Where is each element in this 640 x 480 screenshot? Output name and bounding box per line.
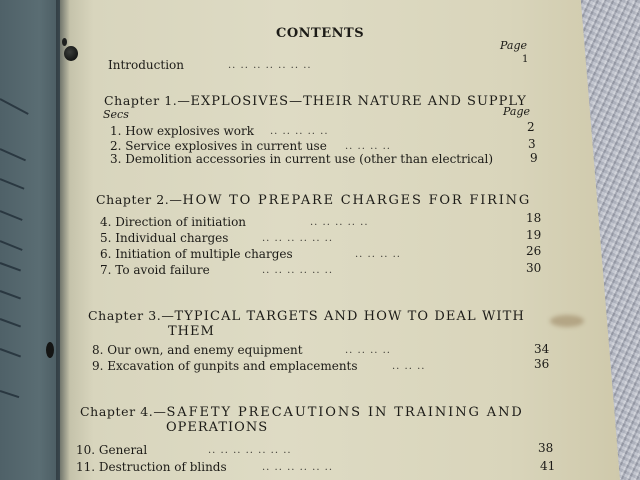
dash: — xyxy=(161,308,175,323)
section-label: Destruction of blinds xyxy=(98,460,227,474)
section-number: 11. xyxy=(76,460,96,474)
section-number: 3. xyxy=(110,152,122,166)
dot-leaders: .. .. .. .. xyxy=(345,345,391,356)
section-number: 8. xyxy=(92,343,104,357)
toc-entry-section-6[interactable] xyxy=(100,247,293,261)
cover-crease-line xyxy=(0,148,26,161)
chapter-label: Chapter 3. xyxy=(88,308,162,323)
cover-crease-line xyxy=(0,348,21,357)
cover-crease-line xyxy=(0,210,23,221)
dot-leaders: .. .. .. .. xyxy=(355,249,401,260)
chapter-4-heading-continued xyxy=(166,419,268,435)
page-number: 9 xyxy=(530,151,538,165)
entry-label: Introduction xyxy=(108,58,184,72)
chapter-3-heading xyxy=(88,308,525,324)
dot-leaders: .. .. .. .. .. .. .. xyxy=(228,60,312,71)
chapter-title-line-2: THEM xyxy=(168,324,215,339)
toc-entry-section-1[interactable] xyxy=(110,124,254,138)
cover-crease-line xyxy=(0,240,23,251)
section-label: Our own, and enemy equipment xyxy=(107,343,303,357)
section-number: 1. xyxy=(110,124,122,138)
dash: — xyxy=(153,404,167,419)
page-number: 1 xyxy=(522,54,529,65)
toc-entry-section-5[interactable] xyxy=(100,231,228,245)
dash: — xyxy=(177,93,191,108)
chapter-title: EXPLOSIVES—THEIR NATURE AND SUPPLY xyxy=(190,94,527,109)
toc-entry-introduction[interactable] xyxy=(108,58,184,72)
section-label: Service explosives in current use xyxy=(125,139,327,153)
page-number: 26 xyxy=(526,244,542,258)
toc-entry-section-10[interactable] xyxy=(76,443,147,457)
chapter-4-heading xyxy=(80,404,524,420)
section-label: How explosives work xyxy=(125,124,255,138)
binding-hole xyxy=(64,46,78,61)
toc-entry-section-8[interactable] xyxy=(92,343,303,357)
section-number: 6. xyxy=(100,247,112,261)
cover-crease-line xyxy=(0,98,29,115)
chapter-title-line-1: TYPICAL TARGETS AND HOW TO DEAL WITH xyxy=(174,309,525,324)
chapter-3-heading-continued xyxy=(168,323,215,339)
section-number: 2. xyxy=(110,139,122,153)
toc-entry-section-9[interactable] xyxy=(92,359,358,373)
chapter-1-heading xyxy=(104,93,527,109)
chapter-label: Chapter 1. xyxy=(104,93,178,108)
binding-hole xyxy=(62,38,67,46)
dot-leaders: .. .. .. .. .. .. xyxy=(262,462,334,473)
cover-crease-line xyxy=(0,178,24,190)
chapter-title-line-1: SAFETY PRECAUTIONS IN TRAINING AND xyxy=(166,405,524,420)
section-label: Demolition accessories in current use (other than electrical) xyxy=(125,152,494,166)
dot-leaders: .. .. .. .. .. .. xyxy=(262,233,334,244)
page-number: 2 xyxy=(527,120,535,134)
page-column-label: Page xyxy=(500,39,528,52)
page-number: 3 xyxy=(528,137,536,151)
contents-title: CONTENTS xyxy=(276,26,365,41)
page-gutter-shadow xyxy=(56,0,70,480)
chapter-label: Chapter 2. xyxy=(96,192,170,207)
dot-leaders: .. .. .. xyxy=(392,361,426,372)
page-number: 30 xyxy=(526,261,542,275)
toc-entry-section-11[interactable] xyxy=(76,460,227,474)
section-number: 4. xyxy=(100,215,112,229)
chapter-title: HOW TO PREPARE CHARGES FOR FIRING xyxy=(182,193,532,208)
section-label: Initiation of multiple charges xyxy=(115,247,293,261)
page-number: 19 xyxy=(526,228,542,242)
section-number: 5. xyxy=(100,231,112,245)
page-number: 38 xyxy=(538,441,554,455)
section-number: 10. xyxy=(76,443,96,457)
section-label: Direction of initiation xyxy=(115,215,247,229)
cover-crease-line xyxy=(0,318,21,327)
page-stain xyxy=(550,315,584,327)
cover-crease-line xyxy=(0,262,21,271)
cover-crease-line xyxy=(0,290,21,299)
section-number: 9. xyxy=(92,359,104,373)
toc-entry-section-7[interactable] xyxy=(100,263,210,277)
page-number: 18 xyxy=(526,211,542,225)
section-number: 7. xyxy=(100,263,112,277)
section-label: General xyxy=(98,443,148,457)
toc-entry-section-2[interactable] xyxy=(110,139,327,153)
section-label: Excavation of gunpits and emplacements xyxy=(107,359,358,373)
dash: — xyxy=(169,192,183,207)
section-label: Individual charges xyxy=(115,231,229,245)
page-number: 34 xyxy=(534,342,550,356)
chapter-label: Chapter 4. xyxy=(80,404,154,419)
chapter-title-line-2: OPERATIONS xyxy=(166,420,269,435)
section-label: To avoid failure xyxy=(115,263,210,277)
toc-entry-section-3[interactable] xyxy=(110,152,493,166)
dot-leaders: .. .. .. .. .. xyxy=(270,126,329,137)
toc-entry-section-4[interactable] xyxy=(100,215,246,229)
dot-leaders: .. .. .. .. .. xyxy=(310,217,369,228)
dot-leaders: .. .. .. .. xyxy=(345,141,391,152)
page-column-label: Page xyxy=(503,105,531,118)
chapter-2-heading xyxy=(96,192,531,208)
page-number: 36 xyxy=(534,357,550,371)
dot-leaders: .. .. .. .. .. .. xyxy=(262,265,334,276)
dot-leaders: .. .. .. .. .. .. .. xyxy=(208,445,292,456)
secs-label: Secs xyxy=(103,108,129,121)
binding-hole xyxy=(46,342,54,358)
page-number: 41 xyxy=(540,459,556,473)
cover-crease-line xyxy=(0,390,19,398)
